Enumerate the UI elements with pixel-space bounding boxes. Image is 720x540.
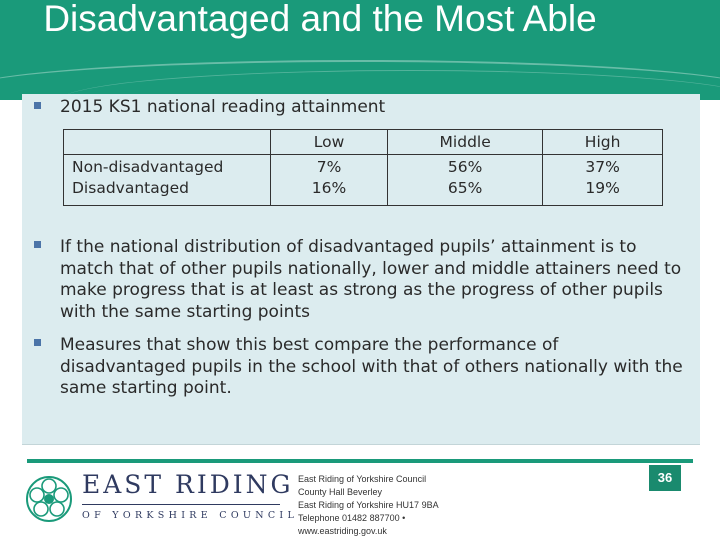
address-line: County Hall Beverley: [298, 487, 383, 497]
table-cell: 16%: [271, 179, 388, 206]
row-label: Non-disadvantaged: [64, 155, 271, 180]
table-cell: 19%: [543, 179, 663, 206]
address-line: East Riding of Yorkshire HU17 9BA: [298, 500, 439, 510]
slide-title: Disadvantaged and the Most Able: [43, 0, 597, 39]
table-cell: 65%: [388, 179, 543, 206]
address-line: East Riding of Yorkshire Council: [298, 474, 427, 484]
footer-divider: [27, 459, 693, 463]
table-row: [64, 155, 663, 180]
table-cell: 37%: [543, 155, 663, 180]
bullet-text: Measures that show this best compare the performance of disadvantaged pupils in the school with that of others nationally with the same starting point.: [60, 335, 683, 398]
rose-logo-icon: [24, 474, 74, 524]
bullet-marker: [34, 339, 41, 346]
address-line: Telephone 01482 887700 •: [298, 513, 406, 523]
bullet-marker: [34, 102, 41, 109]
table-header-cell: [64, 130, 271, 155]
bullet-text: If the national distribution of disadvantaged pupils’ attainment is to match that of other pupils nationally, lower and middle attainers need to make progress that is at least as strong as the progress of other pupils with the same starting points: [60, 237, 682, 322]
website-link[interactable]: www.eastriding.gov.uk: [298, 526, 387, 536]
table-cell: 56%: [388, 155, 543, 180]
brand-subtitle: OF YORKSHIRE COUNCIL: [82, 510, 299, 521]
council-address: [298, 473, 439, 538]
table-header-row: [64, 130, 663, 155]
row-label: Disadvantaged: [64, 179, 271, 206]
bullet-marker: [34, 241, 41, 248]
attainment-table: [63, 129, 663, 206]
table-cell: 7%: [271, 155, 388, 180]
table-header-cell: High: [543, 130, 663, 155]
table-row: [64, 179, 663, 206]
table-header-cell: Middle: [388, 130, 543, 155]
brand-name: EAST RIDING: [82, 470, 294, 499]
table-heading: 2015 KS1 national reading attainment: [60, 97, 386, 117]
brand-rule: [82, 504, 280, 505]
table-header-cell: Low: [271, 130, 388, 155]
page-number: 36: [649, 465, 681, 491]
